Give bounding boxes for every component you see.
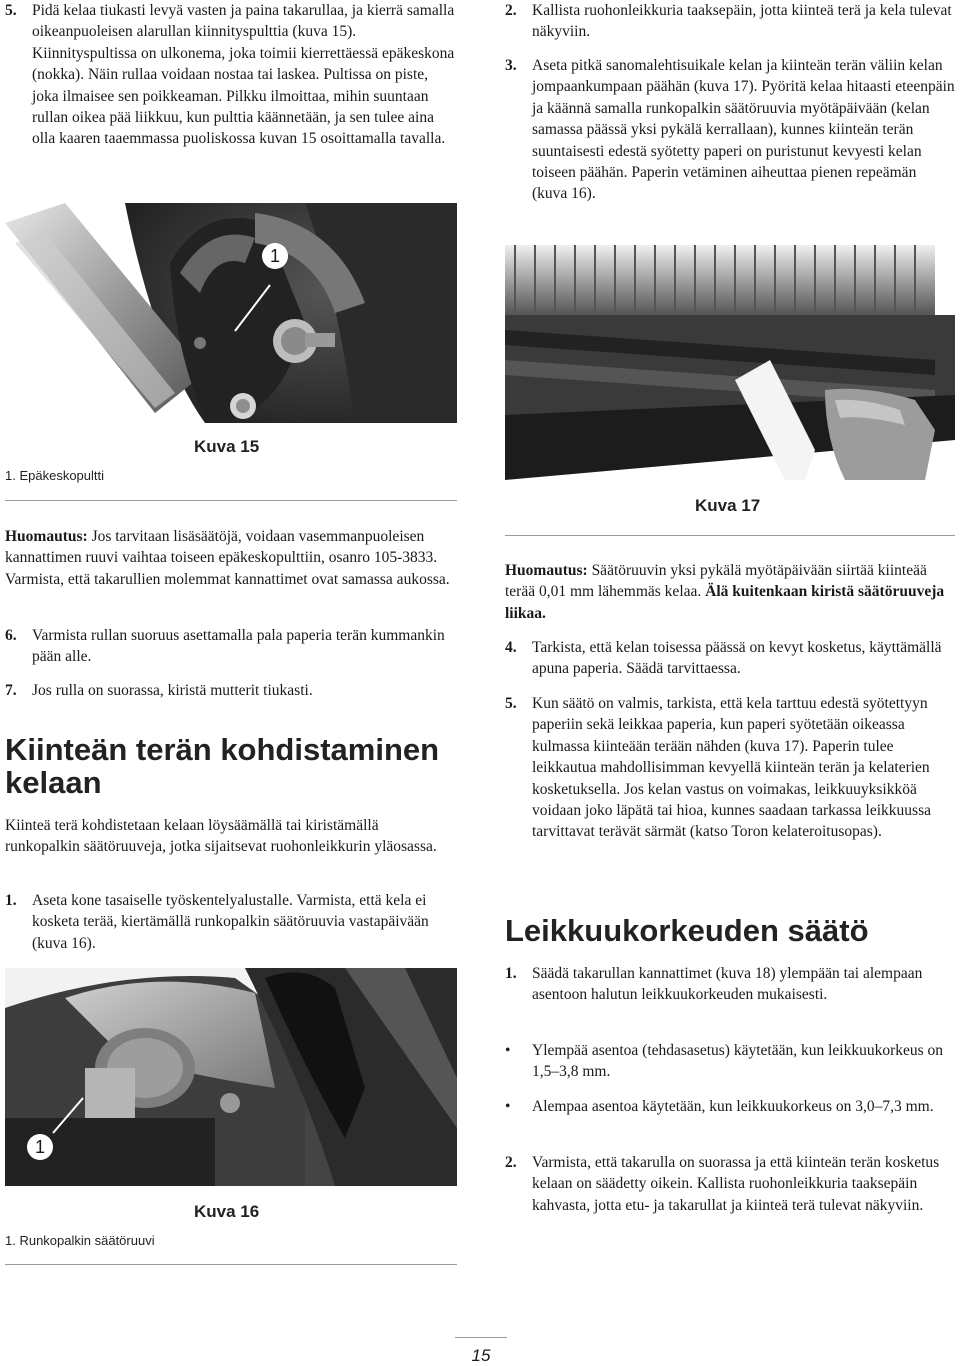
figure-16-caption: 1. Runkopalkin säätöruuvi bbox=[5, 1233, 155, 1248]
step-number: 3. bbox=[505, 57, 517, 74]
frame-adjusting-screw-illustration bbox=[5, 968, 457, 1186]
step-number: 2. bbox=[505, 1154, 517, 1171]
eccentric-bolt-illustration bbox=[5, 203, 457, 423]
intro-paragraph: Kiinteä terä kohdistetaan kelaan löysäämällä tai kiristämällä runkopalkin säätöruuveja, jotka sijaitsevat ruohonleikkurin yläosassa. bbox=[5, 817, 437, 856]
note-warning: Älä kuitenkaan kiristä säätöruuveja liikaa. bbox=[505, 583, 945, 622]
step-number: 6. bbox=[5, 627, 17, 644]
note-label: Huomautus: bbox=[5, 528, 88, 545]
step-number: 4. bbox=[505, 639, 517, 656]
figure-16-photo bbox=[5, 968, 457, 1186]
bullet-text: Alempaa asentoa käytetään, kun leikkuukorkeus on 3,0–7,3 mm. bbox=[532, 1098, 934, 1115]
note-text: Säätöruuvin yksi pykälä myötäpäivään siirtää kiinteää terää 0,01 mm lähemmäs kelaa. bbox=[505, 562, 927, 601]
reel-paper-test-illustration bbox=[505, 240, 955, 480]
bullet-text: Ylempää asentoa (tehdasasetus) käytetään, kun leikkuukorkeus on 1,5–3,8 mm. bbox=[532, 1042, 944, 1081]
step-text: Jos rulla on suorassa, kiristä mutterit tiukasti. bbox=[32, 682, 313, 699]
step-text: Aseta pitkä sanomalehtisuikale kelan ja kiinteän terän väliin kelan jompaankumpaan päähän (kuva 17). Pyöritä kelaa hitaasti eteenpäin ja käännä samalla runkopalkin säätöruuvia myötäpäivään (kelan samassa päässä yksi pykälä kerrallaan), kunnes kiinteän terän suuntaisesti edestä syötetty paperi on puristunut kevyesti kelan toiseen päähän. Paperin vetäminen aiheuttaa pienen repeämän (kuva 16). bbox=[532, 57, 955, 203]
step-text: Varmista, että takarulla on suorassa ja että kiinteän terän kosketus kelaan on säädetty oikein. Kallista ruohonleikkuria taaksepäin kahvasta, jotta etu- ja takarullat ja kiinteä terä tulevat näkyviin. bbox=[532, 1154, 940, 1214]
step-text: Kallista ruohonleikkuria taaksepäin, jotta kiinteä terä ja kela tulevat näkyviin. bbox=[532, 2, 952, 41]
figure-16-label: Kuva 16 bbox=[194, 1202, 260, 1221]
figure-17-photo bbox=[505, 240, 955, 480]
section-heading: Kiinteän terän kohdistaminen kelaan bbox=[5, 732, 440, 800]
figure-15-photo bbox=[5, 203, 457, 423]
step-number: 2. bbox=[505, 2, 517, 19]
bullet-icon: • bbox=[505, 1098, 511, 1115]
bullet-icon: • bbox=[505, 1042, 511, 1059]
note-paragraph bbox=[505, 560, 955, 624]
figure-15-label: Kuva 15 bbox=[194, 437, 260, 456]
figure-17-label: Kuva 17 bbox=[695, 496, 761, 515]
figure-15-caption: 1. Epäkeskopultti bbox=[5, 468, 105, 483]
step-text: Pidä kelaa tiukasti levyä vasten ja paina takarullaa, ja kierrä samalla oikeanpuoleisen alarullan kiinnityspulttia (kuva 15). Kiinnityspultissa on ulkonema, joka toimii kierrettäessä epäkeskona (nokka). Näin rullaa voidaan nostaa tai laskea. Pultissa on piste, joka ilmaisee sen poikkeaman. Pilkku ilmoittaa, mihin suuntaan rullan oikea pää liikkuu, kun pulttia käännetään, ja sen tulee aina olla kaaren taaemmassa puoliskossa kuvan 15 osoittamalla tavalla. bbox=[32, 2, 455, 148]
divider bbox=[5, 1264, 457, 1265]
note-label: Huomautus: bbox=[505, 562, 588, 579]
step-text: Säädä takarullan kannattimet (kuva 18) ylempään tai alempaan asentoon halutun leikkuukorkeuden mukaisesti. bbox=[532, 965, 923, 1004]
step-text: Kun säätö on valmis, tarkista, että kela tarttuu edestä syötettyyn paperiin sekä leikkaa paperia, kun paperi syötetään oikeassa kulmassa kiinteään terään nähden (kuva 17). Paperin tulee leikkautua mahdollisimman kevyellä kiinteän terän ja kelaterien kosketuksella. Jos kelan vastus on voimakas, leikkuuyksikköä voidaan joko läpätä tai hioa, kunnes saadaan tarkassa leikkuussa tarvittavat terävät särmät (katso Toron kelateroitusopas). bbox=[532, 695, 931, 841]
step-number: 5. bbox=[5, 2, 17, 19]
section-heading: Leikkuukorkeuden säätö bbox=[505, 913, 869, 948]
page-number: 15 bbox=[471, 1346, 491, 1365]
note-text: Jos tarvitaan lisäsäätöjä, voidaan vasemmanpuoleisen kannattimen ruuvi vaihtaa toiseen epäkeskopulttiin, osanro 105-3833. Varmista, että takarullien molemmat kannattimet ovat samassa aukossa. bbox=[5, 528, 450, 588]
step-number: 7. bbox=[5, 682, 17, 699]
step-number: 1. bbox=[5, 892, 17, 909]
step-text: Tarkista, että kelan toisessa päässä on kevyt kosketus, käyttämällä apuna paperia. Säädä tarvittaessa. bbox=[532, 639, 942, 678]
step-text: Varmista rullan suoruus asettamalla pala paperia terän kummankin pään alle. bbox=[32, 627, 445, 666]
step-number: 1. bbox=[505, 965, 517, 982]
figure-15-callout: 1 bbox=[262, 243, 288, 269]
figure-16-callout: 1 bbox=[27, 1134, 53, 1160]
page-number-rule bbox=[455, 1337, 507, 1338]
note-paragraph bbox=[5, 526, 457, 590]
step-number: 5. bbox=[505, 695, 517, 712]
step-text: Aseta kone tasaiselle työskentelyalustalle. Varmista, että kela ei kosketa terää, kiertämällä runkopalkin säätöruuvia vastapäivään (kuva 16). bbox=[32, 892, 429, 952]
divider bbox=[5, 500, 457, 501]
divider bbox=[505, 535, 955, 536]
